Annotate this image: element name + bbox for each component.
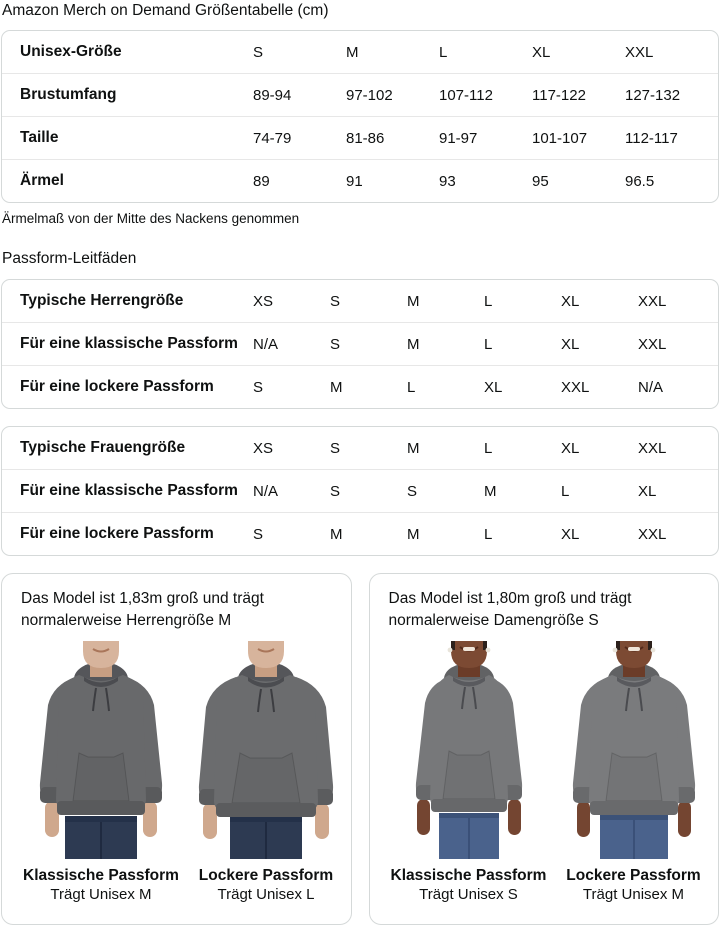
table-cell: XL [561,439,580,457]
model-photo-loose-fit-men [186,641,346,859]
table-cell: S [253,378,264,396]
table-cell: L [484,335,493,353]
model-figure-loose-women [554,641,714,904]
table-cell: M [330,525,343,543]
fit-guides-heading: Passform-Leitfäden [2,250,137,267]
column-header: S [253,43,264,61]
table-cell: M [407,335,420,353]
table-cell: 97-102 [346,86,393,104]
model-figure-classic-men [21,641,181,904]
page-title: Amazon Merch on Demand Größentabelle (cm) [2,2,329,19]
table-cell: M [407,439,420,457]
earring [447,648,452,653]
table-cell: M [407,525,420,543]
table-cell: S [330,335,341,353]
fit-caption: Lockere Passform [566,867,701,884]
model-photo-classic-fit-women [389,641,549,859]
model-card-women [369,573,720,925]
table-cell: 95 [532,172,549,190]
column-header: XL [532,43,551,61]
model-card-title-line1: Das Model ist 1,83m groß und trägt [21,590,264,607]
table-cell: 74-79 [253,129,292,147]
row-label: Typische Herrengröße [20,292,184,309]
table-cell: M [407,292,420,310]
fit-table-men [1,279,719,409]
table-cell: S [330,439,341,457]
table-cell: L [484,292,493,310]
row-label: Taille [20,129,59,146]
table-row [2,470,718,513]
kangaroo-pocket [232,753,300,803]
table-cell: N/A [638,378,664,396]
table-cell: L [484,439,493,457]
row-label: Für eine lockere Passform [20,378,214,395]
table-header-row [2,31,718,74]
model-card-title-line2: normalerweise Herrengröße M [21,612,232,629]
table-cell: XXL [638,439,667,457]
table-cell: 107-112 [439,86,493,104]
table-cell: 127-132 [625,86,681,104]
model-card-title [389,588,719,632]
row-label: Für eine lockere Passform [20,525,214,542]
table-row [2,74,718,117]
column-header: M [346,43,359,61]
wears-caption: Trägt Unisex M [582,886,685,903]
table-cell: 81-86 [346,129,385,147]
table-row [2,160,718,202]
row-label: Typische Frauengröße [20,439,186,456]
table-cell: XXL [561,378,590,396]
table-cell: 91 [346,172,363,190]
kangaroo-pocket [606,753,662,801]
table-row [2,280,718,323]
table-cell: XL [561,335,580,353]
table-cell: S [330,292,341,310]
column-header: L [439,43,448,61]
model-card-men [1,573,352,925]
table-row [2,513,718,555]
table-cell: L [561,482,570,500]
wears-caption: Trägt Unisex L [217,886,315,903]
wears-caption: Trägt Unisex S [419,886,518,903]
model-card-title-line1: Das Model ist 1,80m groß und trägt [388,590,632,607]
row-label: Für eine klassische Passform [20,482,238,499]
row-label: Unisex-Größe [20,43,122,60]
unisex-size-table [1,30,719,203]
model-cards [1,573,719,925]
fit-table-women [1,426,719,556]
table-row [2,427,718,470]
model-figures [370,641,719,904]
table-cell: XS [253,439,274,457]
table-cell: 101-107 [532,129,588,147]
row-label: Für eine klassische Passform [20,335,238,352]
model-photo-classic-fit-men [21,641,181,859]
kangaroo-pocket [443,751,495,799]
table-cell: L [407,378,416,396]
wears-caption: Trägt Unisex M [50,886,152,903]
table-row [2,366,718,408]
table-cell: XS [253,292,274,310]
model-figure-classic-women [389,641,549,904]
column-header: XXL [625,43,654,61]
table-cell: XL [561,292,580,310]
sleeve-measure-note: Ärmelmaß von der Mitte des Nackens genommen [2,211,300,226]
table-row [2,117,718,160]
table-cell: 117-122 [532,86,586,104]
fit-caption: Klassische Passform [390,867,547,884]
row-label: Ärmel [20,172,64,189]
table-cell: N/A [253,482,279,500]
table-cell: XXL [638,525,667,543]
table-cell: 112-117 [625,129,678,147]
table-cell: 91-97 [439,129,478,147]
table-cell: S [330,482,341,500]
table-cell: 89-94 [253,86,292,104]
table-row [2,323,718,366]
model-figures [2,641,351,904]
model-photo-loose-fit-women [554,641,714,859]
fit-caption: Klassische Passform [23,867,179,884]
table-cell: S [253,525,264,543]
table-cell: N/A [253,335,279,353]
table-cell: XXL [638,292,667,310]
table-cell: M [484,482,497,500]
model-card-title-line2: normalerweise Damengröße S [388,612,599,629]
model-figure-loose-men [186,641,346,904]
table-cell: S [407,482,418,500]
table-cell: XL [638,482,657,500]
earring [612,648,617,653]
table-cell: L [484,525,493,543]
earring [650,648,655,653]
table-cell: XL [561,525,580,543]
kangaroo-pocket [73,753,129,801]
table-cell: 96.5 [625,172,655,190]
fit-caption: Lockere Passform [198,867,334,884]
table-cell: 89 [253,172,270,190]
table-cell: M [330,378,343,396]
table-cell: 93 [439,172,456,190]
row-label: Brustumfang [20,86,117,103]
table-cell: XXL [638,335,667,353]
table-cell: XL [484,378,503,396]
model-card-title [21,588,351,632]
earring [485,648,490,653]
